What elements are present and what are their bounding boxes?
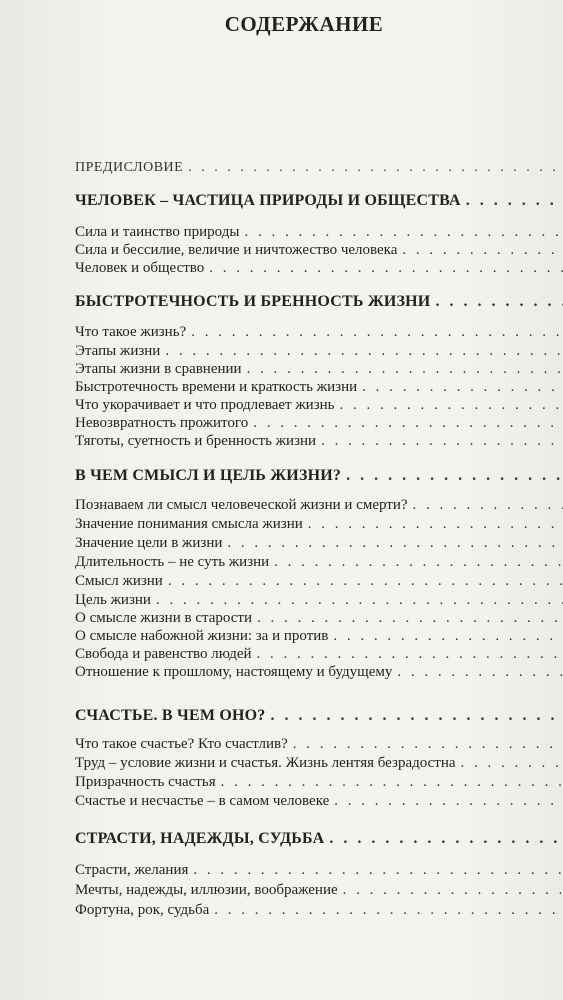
toc-item <box>75 573 563 590</box>
toc-item <box>75 224 563 241</box>
toc-entry-text: Быстротечность времени и краткость жизни <box>75 379 358 395</box>
toc-entry-text: Этапы жизни в сравнении <box>75 361 242 377</box>
toc-entry-text: Свобода и равенство людей <box>75 646 252 662</box>
dot-leader <box>221 774 563 791</box>
toc-entry-text: Сила и бессилие, величие и ничтожество человека <box>75 242 398 258</box>
toc-entry-text: Что такое счастье? Кто счастлив? <box>75 736 288 752</box>
toc-entry-text: Что укорачивает и что продлевает жизнь <box>75 397 335 413</box>
dot-leader <box>188 160 563 176</box>
toc-item <box>75 664 563 681</box>
dot-leader <box>214 902 563 919</box>
toc-item <box>75 554 563 571</box>
toc-entry-text: Мечты, надежды, иллюзии, воображение <box>75 882 338 898</box>
toc-entry-text: Цель жизни <box>75 592 151 608</box>
toc-entry-text: Этапы жизни <box>75 343 161 359</box>
dot-leader <box>293 736 563 753</box>
toc-item <box>75 610 563 627</box>
toc-item <box>75 628 563 645</box>
toc-entry-text: Значение цели в жизни <box>75 535 223 551</box>
dot-leader <box>257 646 563 663</box>
dot-leader <box>270 707 563 725</box>
toc-entry-text: Фортуна, рок, судьба <box>75 902 210 918</box>
toc-entry-text: Смысл жизни <box>75 573 163 589</box>
toc-item <box>75 592 563 609</box>
toc-section-heading <box>75 467 563 485</box>
toc-item <box>75 774 563 791</box>
toc-entry-text: Сила и таинство природы <box>75 224 240 240</box>
page-title: СОДЕРЖАНИЕ <box>224 12 384 36</box>
toc-item <box>75 793 563 810</box>
toc-section-heading <box>75 830 563 848</box>
toc-entry-text: Труд – условие жизни и счастья. Жизнь лентяя безрадостна <box>75 755 456 771</box>
dot-leader <box>209 260 563 277</box>
toc-item <box>75 379 563 396</box>
toc-item <box>75 516 563 533</box>
dot-leader <box>346 467 563 485</box>
toc-item <box>75 242 563 259</box>
dot-leader <box>191 324 563 341</box>
toc-item <box>75 343 563 360</box>
toc-entry-text: В ЧЕМ СМЫСЛ И ЦЕЛЬ ЖИЗНИ? <box>75 467 342 484</box>
toc-item <box>75 324 563 341</box>
toc-section-heading <box>75 707 563 725</box>
dot-leader <box>244 224 563 241</box>
toc-item <box>75 882 563 899</box>
dot-leader <box>193 862 563 879</box>
toc-item <box>75 902 563 919</box>
toc-entry-text: Невозвратность прожитого <box>75 415 249 431</box>
toc-entry-text: Значение понимания смысла жизни <box>75 516 303 532</box>
toc-preface <box>75 160 563 176</box>
toc-entry-text: СТРАСТИ, НАДЕЖДЫ, СУДЬБА <box>75 830 325 847</box>
dot-leader <box>333 628 563 645</box>
toc-item <box>75 755 563 772</box>
toc-entry-text: СЧАСТЬЕ. В ЧЕМ ОНО? <box>75 707 266 724</box>
toc-item <box>75 862 563 879</box>
toc-entry-text: Страсти, желания <box>75 862 189 878</box>
dot-leader <box>168 573 563 590</box>
dot-leader <box>340 397 563 414</box>
dot-leader <box>329 830 563 848</box>
dot-leader <box>461 755 563 772</box>
dot-leader <box>334 793 563 810</box>
toc-entry-text: ПРЕДИСЛОВИЕ <box>75 160 184 175</box>
toc-section-heading <box>75 192 563 210</box>
dot-leader <box>362 379 563 396</box>
dot-leader <box>274 554 563 571</box>
dot-leader <box>247 361 563 378</box>
dot-leader <box>402 242 563 259</box>
dot-leader <box>257 610 563 627</box>
toc-item <box>75 415 563 432</box>
dot-leader <box>253 415 563 432</box>
toc-entry-text: Призрачность счастья <box>75 774 216 790</box>
dot-leader <box>343 882 563 899</box>
toc-item <box>75 736 563 753</box>
toc-item <box>75 397 563 414</box>
toc-item <box>75 433 563 450</box>
toc-entry-text: ЧЕЛОВЕК – ЧАСТИЦА ПРИРОДЫ И ОБЩЕСТВА <box>75 192 461 209</box>
toc-item <box>75 535 563 552</box>
toc-entry-text: О смысле жизни в старости <box>75 610 252 626</box>
toc-entry-text: Познаваем ли смысл человеческой жизни и смерти? <box>75 497 408 513</box>
toc-item <box>75 361 563 378</box>
toc-entry-text: БЫСТРОТЕЧНОСТЬ И БРЕННОСТЬ ЖИЗНИ <box>75 293 431 310</box>
toc-entry-text: Человек и общество <box>75 260 205 276</box>
toc-item <box>75 497 563 514</box>
toc-item <box>75 646 563 663</box>
dot-leader <box>397 664 563 681</box>
dot-leader <box>466 192 563 210</box>
dot-leader <box>165 343 563 360</box>
dot-leader <box>413 497 563 514</box>
toc-section-heading <box>75 293 563 311</box>
toc-entry-text: Длительность – не суть жизни <box>75 554 270 570</box>
toc-entry-text: Что такое жизнь? <box>75 324 187 340</box>
dot-leader <box>435 293 563 311</box>
toc-item <box>75 260 563 277</box>
toc-entry-text: Отношение к прошлому, настоящему и будущему <box>75 664 393 680</box>
dot-leader <box>156 592 563 609</box>
dot-leader <box>321 433 563 450</box>
dot-leader <box>227 535 563 552</box>
dot-leader <box>308 516 563 533</box>
toc-entry-text: Тяготы, суетность и бренность жизни <box>75 433 317 449</box>
toc-entry-text: Счастье и несчастье – в самом человеке <box>75 793 330 809</box>
toc-entry-text: О смысле набожной жизни: за и против <box>75 628 329 644</box>
